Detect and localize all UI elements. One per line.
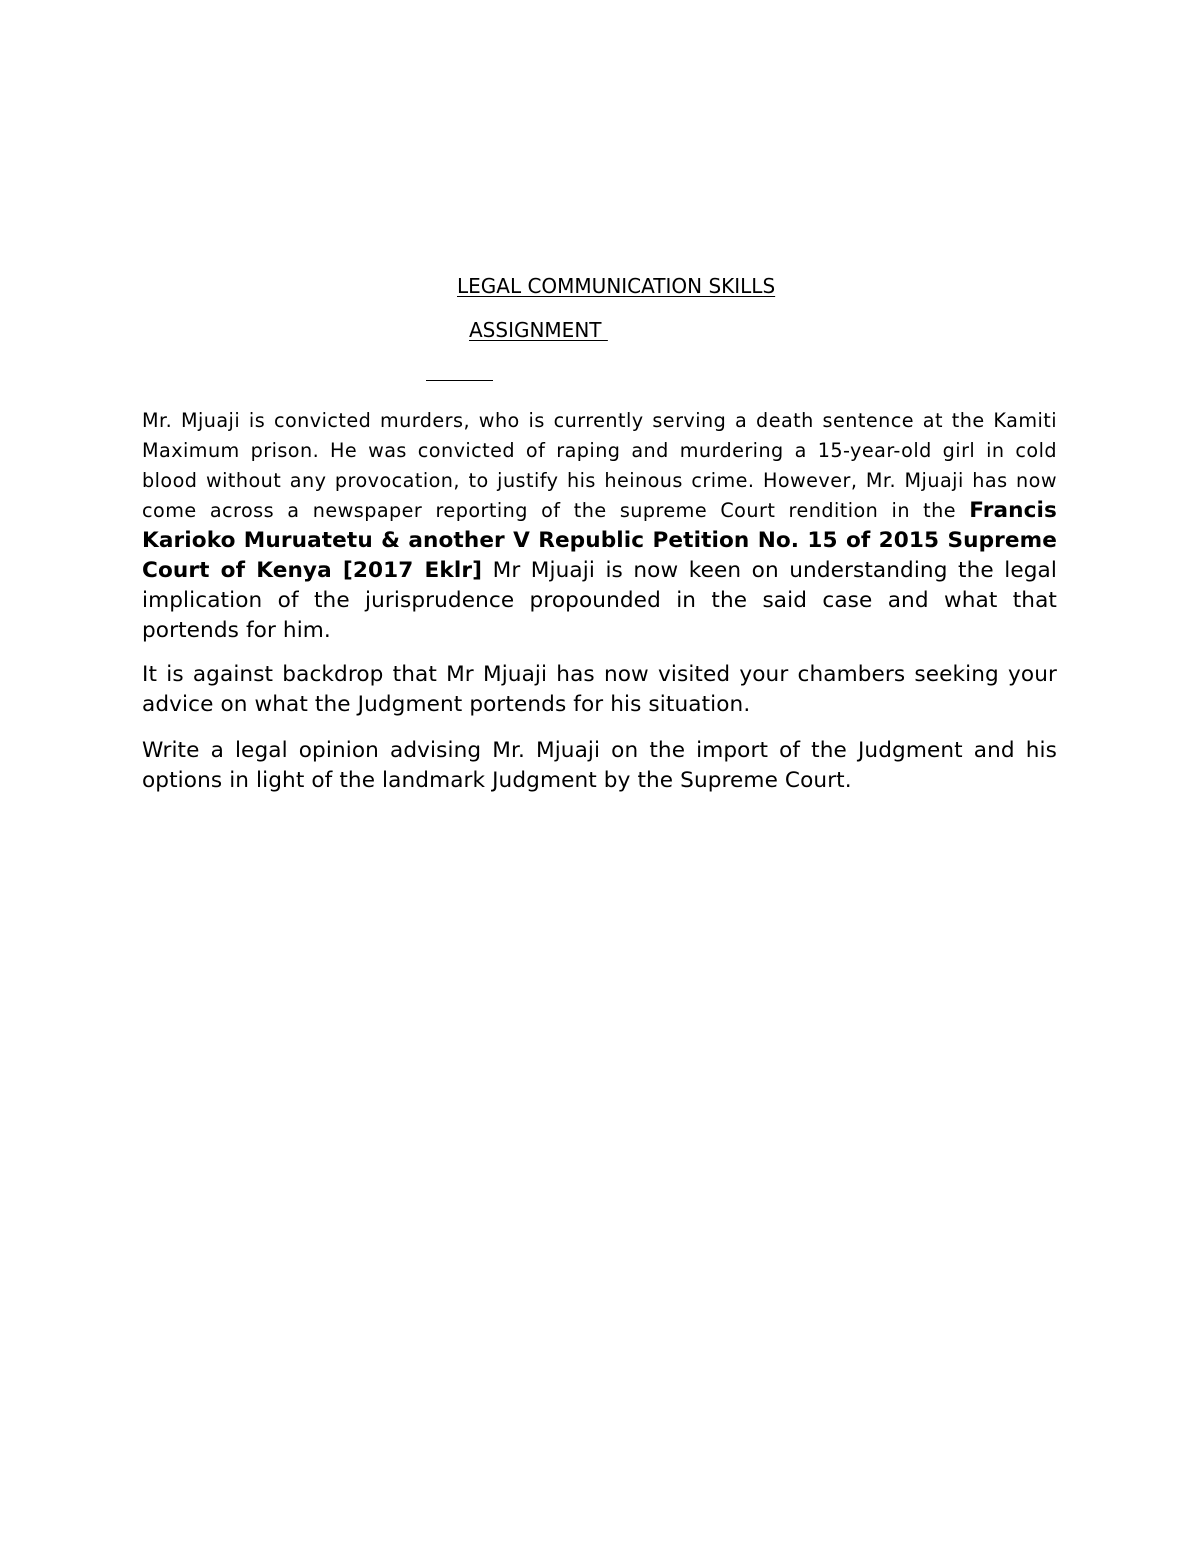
horizontal-rule (426, 380, 493, 381)
document-subtitle: ASSIGNMENT (469, 318, 608, 342)
paragraph-context: It is against backdrop that Mr Mjuaji has now visited your chambers seeking your advice on what the Judgment portends for his situation. (142, 662, 1057, 717)
document-body (142, 406, 1057, 796)
paragraph-facts (142, 406, 1057, 646)
paragraph-facts-intro: Mr. Mjuaji is convicted murders, who is currently serving a death sentence at the Kamiti Maximum prison. He was convicted of raping and murdering a 15-year-old girl in cold blood without any provocation, to justify his heinous crime. However, Mr. Mjuaji has now come across a newspaper reporting of the supreme Court rendition in the (142, 409, 1057, 522)
paragraph-instruction: Write a legal opinion advising Mr. Mjuaji on the import of the Judgment and his options in light of the landmark Judgment by the Supreme Court. (142, 738, 1057, 793)
paragraph-facts-outro: Mr Mjuaji is now keen on understanding the legal implication of the jurisprudence propounded in the said case and what that portends for him. (142, 558, 1057, 643)
document-title: LEGAL COMMUNICATION SKILLS (457, 274, 776, 298)
case-citation: Francis Karioko Muruatetu & another V Republic Petition No. 15 of 2015 Supreme Court of Kenya [2017 Eklr] (142, 498, 1057, 583)
